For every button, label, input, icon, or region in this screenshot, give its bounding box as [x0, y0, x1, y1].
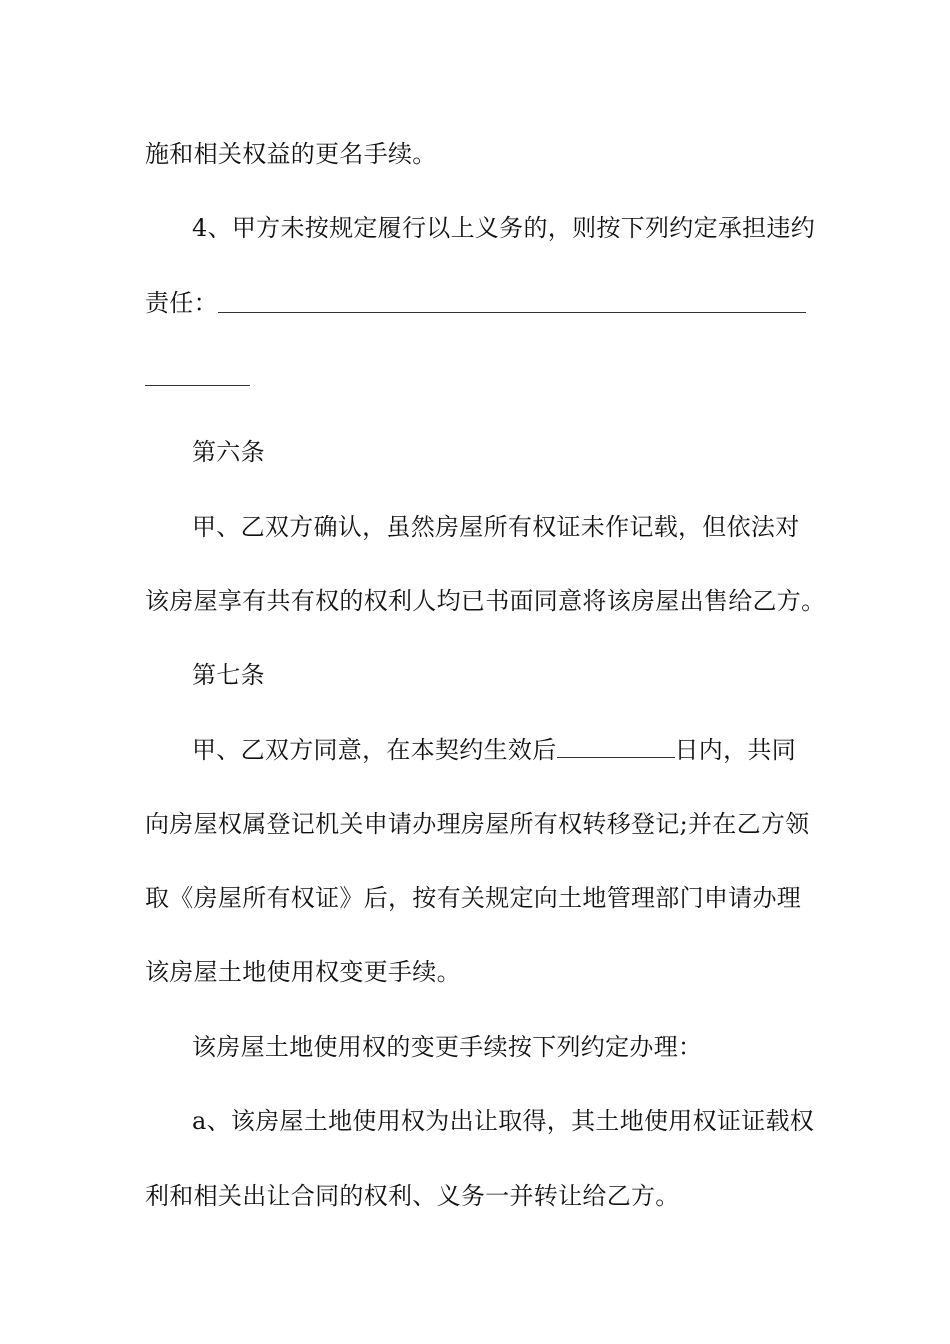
article-7-line: [192, 734, 862, 766]
article-7-line: 向房屋权属登记机关申请办理房屋所有权转移登记;并在乙方领: [145, 810, 810, 838]
liability-label: 责任：: [145, 289, 218, 317]
days-fill-blank: [557, 735, 675, 758]
article-7-heading: 第七条: [192, 661, 265, 689]
clause-4-liability-line: [145, 287, 815, 319]
article-6-line: 该房屋享有共有权的权利人均已书面同意将该房屋出售给乙方。: [145, 587, 826, 615]
article-7-text-before-blank: 甲、乙双方同意，在本契约生效后: [192, 736, 557, 764]
paragraph-line: 施和相关权益的更名手续。: [145, 140, 437, 168]
article-6-heading: 第六条: [192, 438, 265, 466]
article-7-text-after-blank: 日内，共同: [674, 736, 796, 764]
article-6-line: 甲、乙双方确认，虽然房屋所有权证未作记载，但依法对: [192, 513, 800, 541]
liability-fill-blank: [218, 312, 806, 313]
article-7-line: 取《房屋所有权证》后，按有关规定向土地管理部门申请办理: [145, 884, 802, 912]
article-7-line: 该房屋土地使用权变更手续。: [145, 958, 461, 986]
land-use-intro-line: 该房屋土地使用权的变更手续按下列约定办理：: [192, 1033, 703, 1061]
item-a-line: a、该房屋土地使用权为出让取得，其土地使用权证证载权: [192, 1107, 815, 1135]
liability-fill-blank-continued: [145, 385, 250, 386]
item-a-line: 利和相关出让合同的权利、义务一并转让给乙方。: [145, 1182, 680, 1210]
clause-4-line: 4、甲方未按规定履行以上义务的，则按下列约定承担违约: [192, 214, 816, 242]
